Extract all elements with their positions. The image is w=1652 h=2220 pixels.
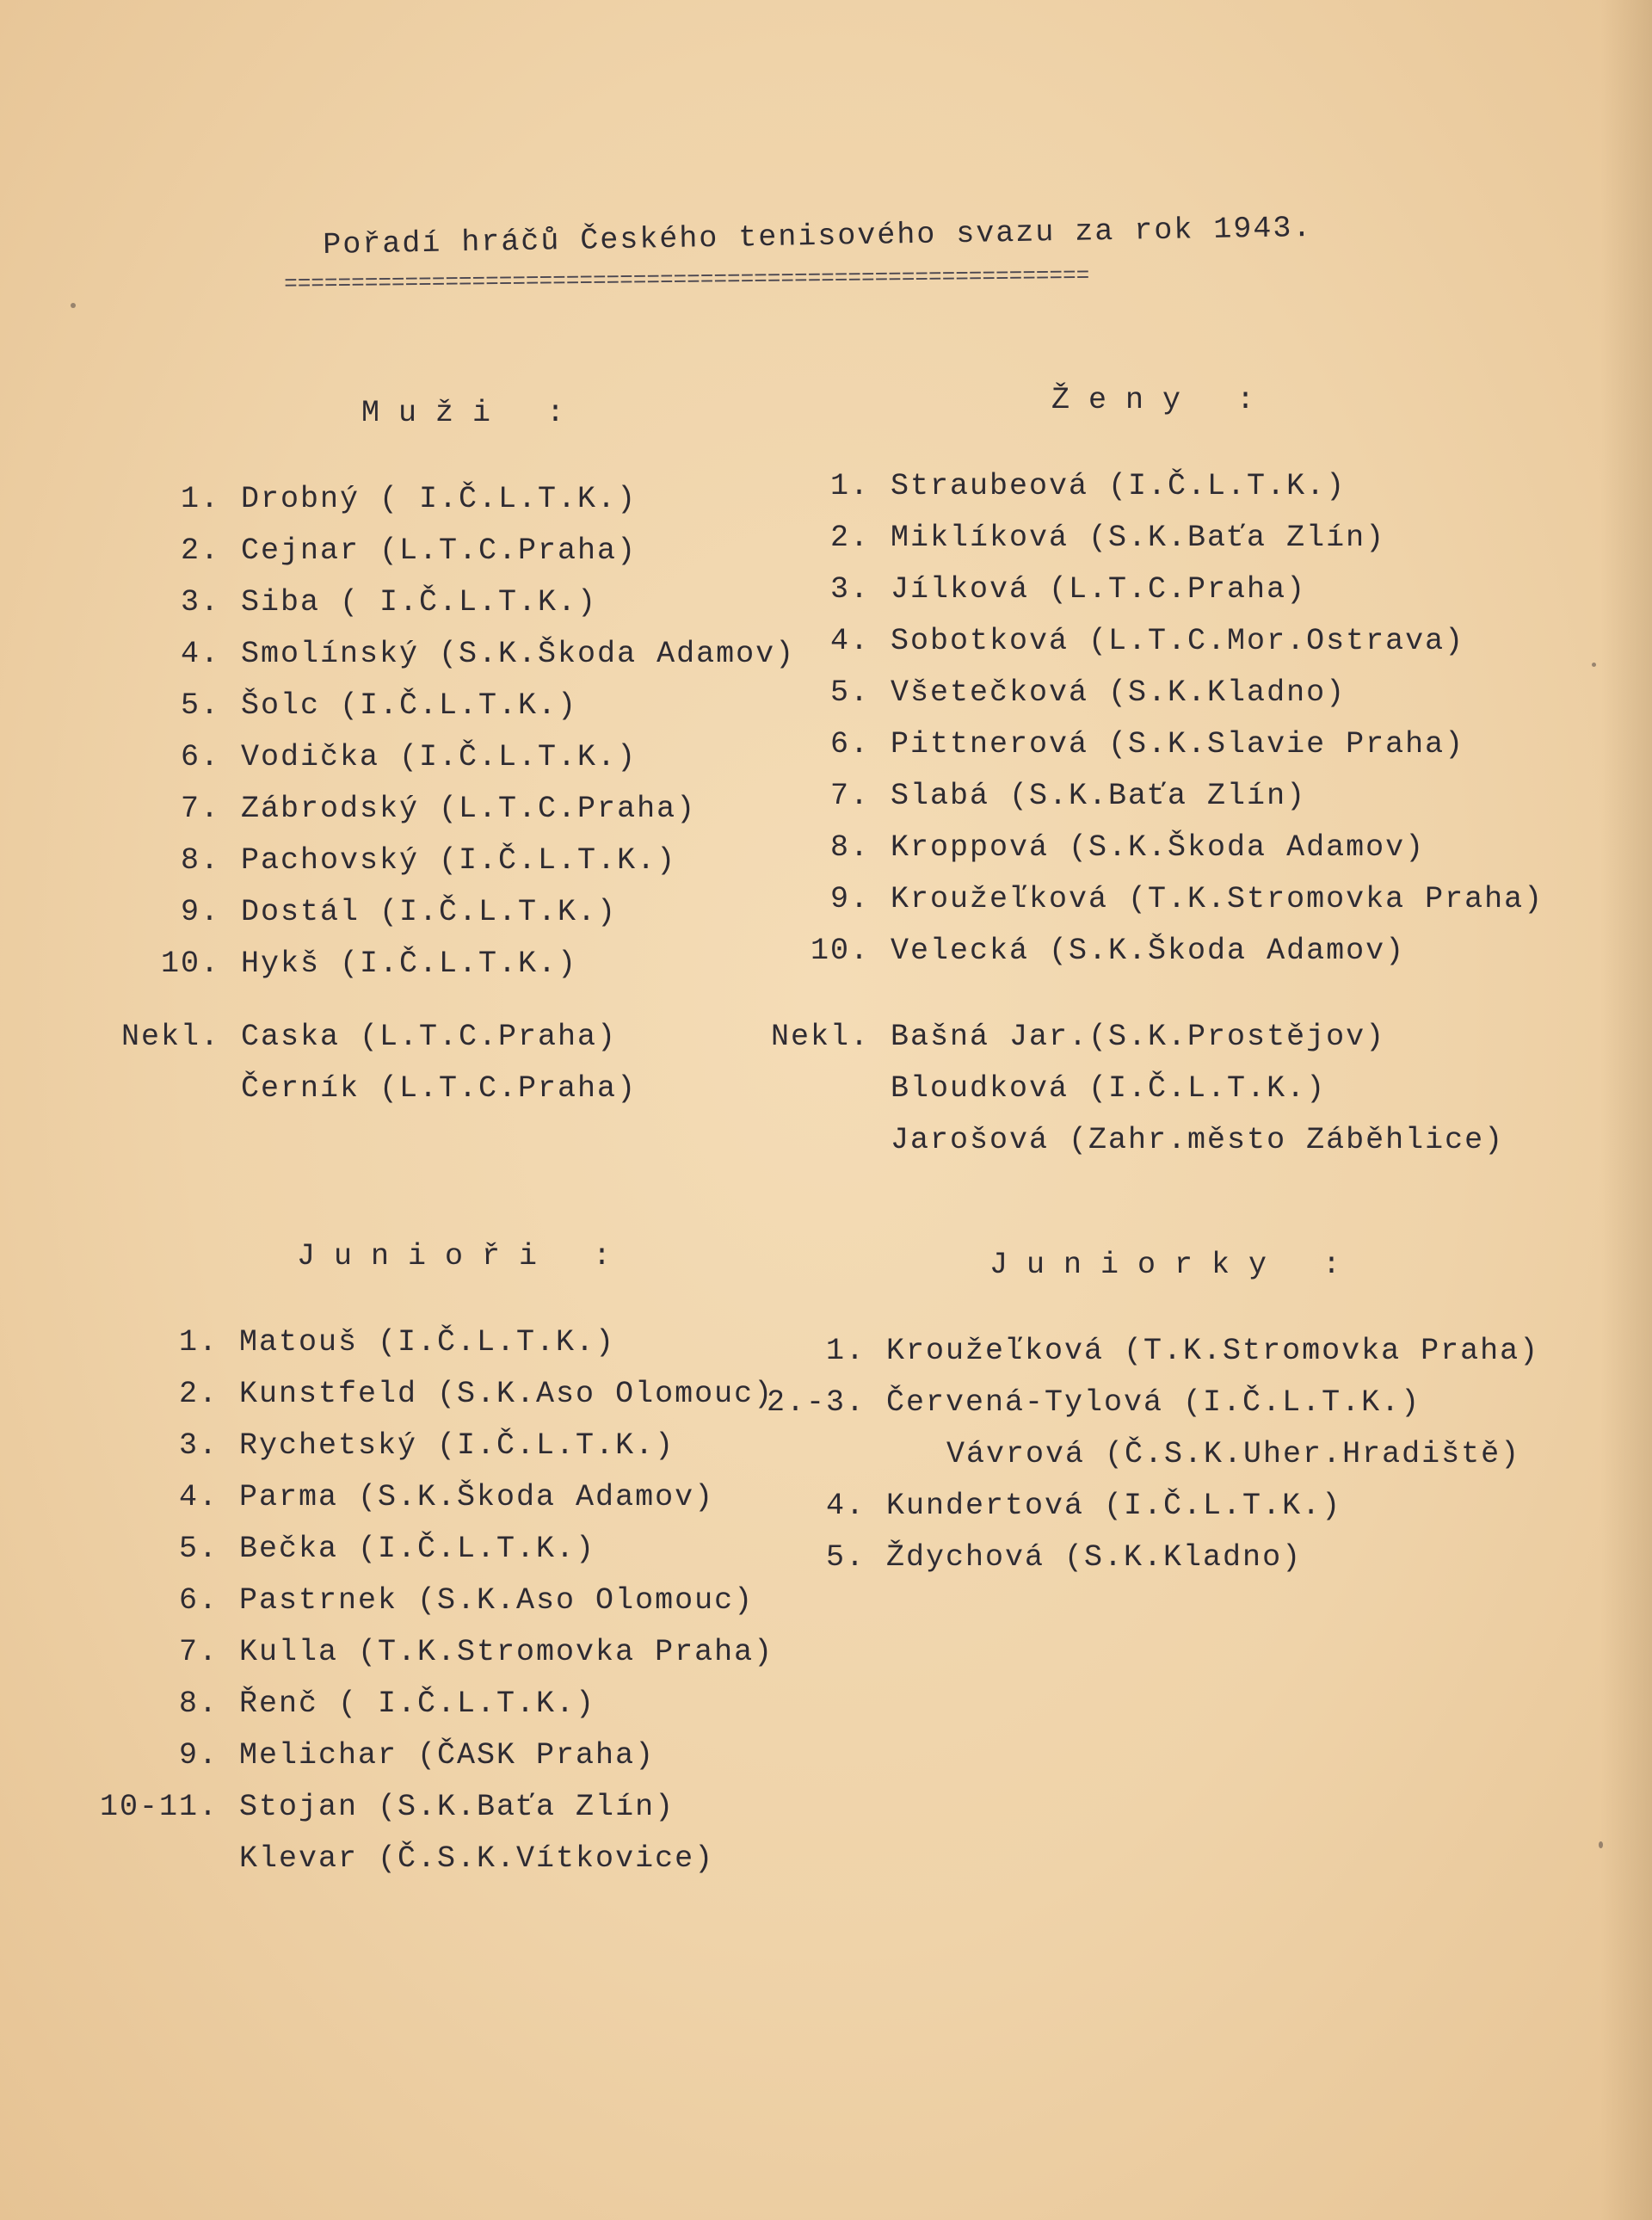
document-title: Pořadí hráčů Českého tenisového svazu za rok 1943. bbox=[323, 210, 1313, 262]
page-edge-shadow bbox=[1600, 0, 1652, 2220]
juniors-heading: Junioři : bbox=[297, 1239, 631, 1273]
junior-women-heading: Juniorky : bbox=[989, 1248, 1360, 1282]
paper-spot bbox=[1592, 663, 1596, 667]
women-heading: Ženy : bbox=[1051, 383, 1274, 417]
title-underline: ============================================================ bbox=[284, 262, 1090, 297]
paper-spot bbox=[71, 303, 76, 308]
typed-document-page: Pořadí hráčů Českého tenisového svazu za rok 1943. ============================================================ Muži : 1. Drobný ( I.Č.L.T.K.) 2. Cejnar (L.T.C.Praha) 3. Siba ( I.Č.L.T.K.) 4. Smolínský (S.K.Škoda Adamov) 5. Šolc (I.Č.L.T.K.) 6. Vodička (I.Č.L.T.K.) 7. Zábrodský (L.T.C.Praha) 8. Pachovský (I.Č.L.T.K.) 9. Dostál (I.Č.L.T.K.) 10. Hykš (I.Č.L.T.K.) Nekl. Caska (L.T.C.Praha) Černík (L.T.C.Praha) Ženy : 1. Straubeová (I.Č.L.T.K.) 2. Miklíková (S.K.Baťa Zlín) 3. Jílková (L.T.C.Praha) 4. Sobotková (L.T.C.Mor.Ostrava) 5. Všetečková (S.K.Kladno) 6. Pittnerová (S.K.Slavie Praha) 7. Slabá (S.K.Baťa Zlín) 8. Kroppová (S.K.Škoda Adamov) 9. Kroužeľková (T.K.Stromovka Praha) 10. Velecká (S.K.Škoda Adamov) Nekl. Bašná Jar.(S.K.Prostějov) Bloudková (I.Č.L.T.K.) Jarošová (Zahr.město Záběhlice) Junioři : 1. Matouš (I.Č.L.T.K.) 2. Kunstfeld (S.K.Aso Olomouc) 3. Rychetský (I.Č.L.T.K.) 4. Parma (S.K.Škoda Adamov) 5. Bečka (I.Č.L.T.K.) 6. Pastrnek (S.K.Aso Olomouc) 7. Kulla (T.K.Stromovka Praha) 8. Řenč ( I.Č.L.T.K.) 9. Melichar (ČASK Praha) 10-11. Stojan (S.K.Baťa Zlín) Klevar (Č.S.K.Vítkovice) Juniorky : 1. Kroužeľková (T.K.Stromovka Praha) 2.-3. Červená-Tylová (I.Č.L.T.K.) Vávrová (Č.S.K.Uher.Hradiště) 4. Kundertová (I.Č.L.T.K.) 5. Ždychová (S.K.Kladno) bbox=[0, 0, 1652, 2220]
men-heading: Muži : bbox=[361, 396, 584, 430]
